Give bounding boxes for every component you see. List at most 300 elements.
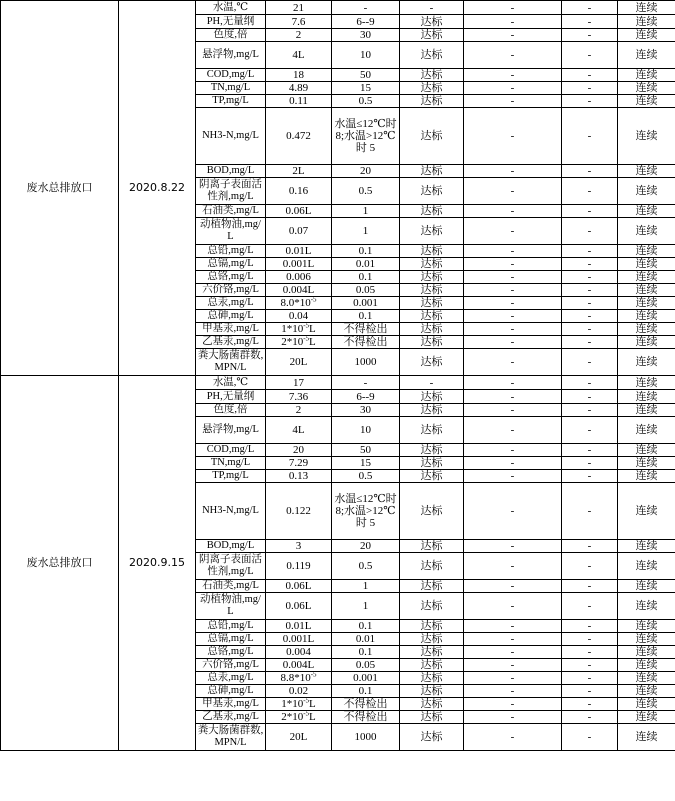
extra-col-5-cell: - — [464, 376, 562, 390]
extra-col-5-cell: - — [464, 205, 562, 218]
monitor-item-cell: 水温,℃ — [196, 1, 266, 15]
extra-col-5-cell: - — [464, 457, 562, 470]
compliance-result-cell: 达标 — [400, 310, 464, 323]
compliance-result-cell: 达标 — [400, 659, 464, 672]
extra-col-5-cell: - — [464, 659, 562, 672]
discharge-mode-cell: 连续 — [618, 376, 675, 390]
extra-col-6-cell: - — [562, 29, 618, 42]
monitor-item-cell: 总汞,mg/L — [196, 297, 266, 310]
extra-col-6-cell: - — [562, 376, 618, 390]
compliance-result-cell: 达标 — [400, 165, 464, 178]
limit-value-cell: 0.1 — [332, 310, 400, 323]
limit-value-cell: 0.05 — [332, 659, 400, 672]
limit-value-cell: 20 — [332, 165, 400, 178]
value-mantissa: 1*10 — [281, 323, 304, 335]
discharge-mode-cell: 连续 — [618, 593, 675, 620]
extra-col-5-cell: - — [464, 698, 562, 711]
extra-col-6-cell: - — [562, 245, 618, 258]
compliance-result-cell: 达标 — [400, 323, 464, 336]
limit-value-cell: 水温≤12℃时 8;水温>12℃时 5 — [332, 483, 400, 540]
compliance-result-cell: 达标 — [400, 540, 464, 553]
value-exponent: -5 — [303, 335, 310, 343]
value-exponent: -5 — [310, 296, 317, 304]
extra-col-6-cell: - — [562, 165, 618, 178]
measured-value-cell: 0.004L — [266, 659, 332, 672]
value-mantissa: 2*10 — [281, 336, 304, 348]
extra-col-6-cell: - — [562, 711, 618, 724]
compliance-result-cell: 达标 — [400, 483, 464, 540]
discharge-mode-cell: 连续 — [618, 284, 675, 297]
limit-value-cell: 6--9 — [332, 390, 400, 404]
discharge-mode-cell: 连续 — [618, 1, 675, 15]
measured-value-cell: 4L — [266, 42, 332, 69]
monitor-item-cell: 石油类,mg/L — [196, 205, 266, 218]
monitor-item-cell: 阴离子表面活性剂,mg/L — [196, 553, 266, 580]
compliance-result-cell: 达标 — [400, 457, 464, 470]
discharge-mode-cell: 连续 — [618, 620, 675, 633]
discharge-mode-cell: 连续 — [618, 95, 675, 108]
limit-value-cell: 15 — [332, 457, 400, 470]
discharge-mode-cell: 连续 — [618, 258, 675, 271]
extra-col-6-cell: - — [562, 404, 618, 417]
discharge-mode-cell: 连续 — [618, 178, 675, 205]
extra-col-6-cell: - — [562, 310, 618, 323]
value-exponent: -5 — [303, 710, 310, 718]
measured-value-cell: 0.001L — [266, 258, 332, 271]
extra-col-5-cell: - — [464, 620, 562, 633]
compliance-result-cell: 达标 — [400, 42, 464, 69]
compliance-result-cell: 达标 — [400, 82, 464, 95]
monitor-item-cell: NH3-N,mg/L — [196, 108, 266, 165]
value-exponent: -5 — [303, 697, 310, 705]
monitor-item-cell: 总铬,mg/L — [196, 271, 266, 284]
limit-value-cell: 30 — [332, 29, 400, 42]
limit-value-cell: 1000 — [332, 724, 400, 751]
discharge-mode-cell: 连续 — [618, 297, 675, 310]
monitor-item-cell: 甲基汞,mg/L — [196, 323, 266, 336]
measured-value-cell: 0.01L — [266, 245, 332, 258]
monitor-item-cell: 粪大肠菌群数,MPN/L — [196, 724, 266, 751]
limit-value-cell: 15 — [332, 82, 400, 95]
compliance-result-cell: 达标 — [400, 711, 464, 724]
extra-col-5-cell: - — [464, 444, 562, 457]
measured-value-cell: 2 — [266, 404, 332, 417]
discharge-mode-cell: 连续 — [618, 390, 675, 404]
extra-col-5-cell: - — [464, 165, 562, 178]
monitor-item-cell: 总汞,mg/L — [196, 672, 266, 685]
compliance-result-cell: 达标 — [400, 258, 464, 271]
extra-col-5-cell: - — [464, 218, 562, 245]
limit-value-cell: 0.001 — [332, 297, 400, 310]
extra-col-5-cell: - — [464, 284, 562, 297]
compliance-result-cell: 达标 — [400, 633, 464, 646]
limit-value-cell: 6--9 — [332, 15, 400, 29]
measured-value-cell — [266, 323, 332, 336]
sample-date-cell: 2020.8.22 — [119, 1, 196, 376]
value-exponent: -5 — [303, 322, 310, 330]
extra-col-6-cell: - — [562, 698, 618, 711]
value-suffix: L — [309, 336, 316, 348]
discharge-mode-cell: 连续 — [618, 336, 675, 349]
extra-col-5-cell: - — [464, 323, 562, 336]
measured-value-cell: 0.06L — [266, 580, 332, 593]
monitor-item-cell: 色度,倍 — [196, 404, 266, 417]
discharge-mode-cell: 连续 — [618, 659, 675, 672]
extra-col-5-cell: - — [464, 417, 562, 444]
limit-value-cell: 0.01 — [332, 633, 400, 646]
discharge-mode-cell: 连续 — [618, 724, 675, 751]
measured-value-cell: 21 — [266, 1, 332, 15]
extra-col-6-cell: - — [562, 672, 618, 685]
discharge-mode-cell: 连续 — [618, 553, 675, 580]
extra-col-6-cell: - — [562, 659, 618, 672]
limit-value-cell: 50 — [332, 69, 400, 82]
compliance-result-cell: 达标 — [400, 284, 464, 297]
outlet-site-cell: 废水总排放口 — [1, 376, 119, 751]
limit-value-cell: 1 — [332, 580, 400, 593]
extra-col-6-cell: - — [562, 284, 618, 297]
discharge-mode-cell: 连续 — [618, 685, 675, 698]
monitor-item-cell: TN,mg/L — [196, 457, 266, 470]
monitor-item-cell: 阴离子表面活性剂,mg/L — [196, 178, 266, 205]
extra-col-5-cell: - — [464, 258, 562, 271]
extra-col-6-cell: - — [562, 724, 618, 751]
extra-col-6-cell: - — [562, 417, 618, 444]
monitor-item-cell: 总镉,mg/L — [196, 633, 266, 646]
limit-value-cell: - — [332, 1, 400, 15]
compliance-result-cell: 达标 — [400, 245, 464, 258]
extra-col-6-cell: - — [562, 470, 618, 483]
extra-col-6-cell: - — [562, 580, 618, 593]
measured-value-cell: 20L — [266, 724, 332, 751]
value-mantissa: 8.0*10 — [280, 297, 311, 309]
extra-col-5-cell: - — [464, 29, 562, 42]
compliance-result-cell: 达标 — [400, 271, 464, 284]
discharge-mode-cell: 连续 — [618, 218, 675, 245]
extra-col-6-cell: - — [562, 178, 618, 205]
measured-value-cell: 0.11 — [266, 95, 332, 108]
extra-col-5-cell: - — [464, 69, 562, 82]
limit-value-cell: 0.5 — [332, 553, 400, 580]
compliance-result-cell: 达标 — [400, 205, 464, 218]
discharge-mode-cell: 连续 — [618, 245, 675, 258]
measured-value-cell: 7.6 — [266, 15, 332, 29]
limit-value-cell: 10 — [332, 417, 400, 444]
limit-value-cell: 不得检出 — [332, 323, 400, 336]
compliance-result-cell: 达标 — [400, 15, 464, 29]
measured-value-cell: 4L — [266, 417, 332, 444]
compliance-result-cell: 达标 — [400, 444, 464, 457]
discharge-mode-cell: 连续 — [618, 29, 675, 42]
extra-col-6-cell: - — [562, 218, 618, 245]
monitor-item-cell: COD,mg/L — [196, 444, 266, 457]
extra-col-6-cell: - — [562, 646, 618, 659]
extra-col-5-cell: - — [464, 271, 562, 284]
discharge-mode-cell: 连续 — [618, 444, 675, 457]
monitor-item-cell: 总铅,mg/L — [196, 245, 266, 258]
compliance-result-cell: 达标 — [400, 349, 464, 376]
compliance-result-cell: 达标 — [400, 417, 464, 444]
measured-value-cell: 0.01L — [266, 620, 332, 633]
monitor-item-cell: 水温,℃ — [196, 376, 266, 390]
compliance-result-cell: - — [400, 376, 464, 390]
monitor-item-cell: 色度,倍 — [196, 29, 266, 42]
discharge-mode-cell: 连续 — [618, 82, 675, 95]
extra-col-5-cell: - — [464, 336, 562, 349]
monitor-item-cell: 动植物油,mg/L — [196, 593, 266, 620]
extra-col-6-cell: - — [562, 15, 618, 29]
extra-col-5-cell: - — [464, 310, 562, 323]
value-mantissa: 8.8*10 — [280, 672, 311, 684]
measured-value-cell — [266, 336, 332, 349]
table-row — [1, 376, 675, 390]
discharge-mode-cell: 连续 — [618, 672, 675, 685]
monitor-item-cell: 总镉,mg/L — [196, 258, 266, 271]
limit-value-cell: 0.1 — [332, 245, 400, 258]
measured-value-cell: 20L — [266, 349, 332, 376]
discharge-mode-cell: 连续 — [618, 483, 675, 540]
extra-col-6-cell: - — [562, 1, 618, 15]
discharge-mode-cell: 连续 — [618, 470, 675, 483]
measured-value-cell: 18 — [266, 69, 332, 82]
limit-value-cell: 不得检出 — [332, 336, 400, 349]
discharge-mode-cell: 连续 — [618, 457, 675, 470]
monitor-item-cell: TP,mg/L — [196, 470, 266, 483]
compliance-result-cell: 达标 — [400, 672, 464, 685]
discharge-mode-cell: 连续 — [618, 349, 675, 376]
sample-date-cell: 2020.9.15 — [119, 376, 196, 751]
compliance-result-cell: 达标 — [400, 108, 464, 165]
compliance-result-cell: 达标 — [400, 178, 464, 205]
value-suffix: L — [309, 711, 316, 723]
measured-value-cell: 0.06L — [266, 593, 332, 620]
extra-col-5-cell: - — [464, 349, 562, 376]
extra-col-5-cell: - — [464, 553, 562, 580]
extra-col-5-cell: - — [464, 297, 562, 310]
limit-value-cell: 0.5 — [332, 470, 400, 483]
compliance-result-cell: 达标 — [400, 218, 464, 245]
value-suffix: L — [309, 323, 316, 335]
monitor-item-cell: 甲基汞,mg/L — [196, 698, 266, 711]
discharge-mode-cell: 连续 — [618, 108, 675, 165]
extra-col-6-cell: - — [562, 390, 618, 404]
extra-col-5-cell: - — [464, 593, 562, 620]
monitor-item-cell: 悬浮物,mg/L — [196, 417, 266, 444]
discharge-mode-cell: 连续 — [618, 165, 675, 178]
limit-value-cell: - — [332, 376, 400, 390]
discharge-mode-cell: 连续 — [618, 310, 675, 323]
extra-col-6-cell: - — [562, 271, 618, 284]
compliance-result-cell: 达标 — [400, 724, 464, 751]
measured-value-cell: 0.07 — [266, 218, 332, 245]
extra-col-5-cell: - — [464, 404, 562, 417]
extra-col-5-cell: - — [464, 711, 562, 724]
monitor-item-cell: PH,无量纲 — [196, 390, 266, 404]
value-exponent: -5 — [310, 671, 317, 679]
discharge-mode-cell: 连续 — [618, 698, 675, 711]
discharge-mode-cell: 连续 — [618, 580, 675, 593]
discharge-mode-cell: 连续 — [618, 15, 675, 29]
discharge-mode-cell: 连续 — [618, 42, 675, 69]
monitor-item-cell: 总砷,mg/L — [196, 310, 266, 323]
limit-value-cell: 0.05 — [332, 284, 400, 297]
compliance-result-cell: 达标 — [400, 553, 464, 580]
extra-col-5-cell: - — [464, 685, 562, 698]
table-row — [1, 1, 675, 15]
limit-value-cell: 30 — [332, 404, 400, 417]
extra-col-6-cell: - — [562, 258, 618, 271]
limit-value-cell: 0.001 — [332, 672, 400, 685]
limit-value-cell: 0.1 — [332, 646, 400, 659]
limit-value-cell: 0.5 — [332, 178, 400, 205]
monitor-item-cell: 乙基汞,mg/L — [196, 336, 266, 349]
compliance-result-cell: 达标 — [400, 593, 464, 620]
outlet-site-cell: 废水总排放口 — [1, 1, 119, 376]
discharge-mode-cell: 连续 — [618, 540, 675, 553]
compliance-result-cell: 达标 — [400, 470, 464, 483]
limit-value-cell: 水温≤12℃时 8;水温>12℃时 5 — [332, 108, 400, 165]
measured-value-cell — [266, 711, 332, 724]
extra-col-5-cell: - — [464, 1, 562, 15]
discharge-mode-cell: 连续 — [618, 417, 675, 444]
measured-value-cell: 0.472 — [266, 108, 332, 165]
extra-col-6-cell: - — [562, 593, 618, 620]
value-mantissa: 1*10 — [281, 698, 304, 710]
extra-col-5-cell: - — [464, 646, 562, 659]
measured-value-cell: 0.13 — [266, 470, 332, 483]
limit-value-cell: 20 — [332, 540, 400, 553]
measured-value-cell: 4.89 — [266, 82, 332, 95]
monitor-item-cell: 六价铬,mg/L — [196, 659, 266, 672]
compliance-result-cell: 达标 — [400, 297, 464, 310]
extra-col-5-cell: - — [464, 15, 562, 29]
monitor-item-cell: 六价铬,mg/L — [196, 284, 266, 297]
limit-value-cell: 10 — [332, 42, 400, 69]
measured-value-cell: 20 — [266, 444, 332, 457]
extra-col-5-cell: - — [464, 82, 562, 95]
measured-value-cell: 0.004 — [266, 646, 332, 659]
measured-value-cell: 3 — [266, 540, 332, 553]
discharge-mode-cell: 连续 — [618, 271, 675, 284]
extra-col-5-cell: - — [464, 42, 562, 69]
limit-value-cell: 1 — [332, 593, 400, 620]
limit-value-cell: 0.01 — [332, 258, 400, 271]
discharge-mode-cell: 连续 — [618, 205, 675, 218]
compliance-result-cell: 达标 — [400, 29, 464, 42]
extra-col-6-cell: - — [562, 42, 618, 69]
monitor-item-cell: 总铬,mg/L — [196, 646, 266, 659]
extra-col-5-cell: - — [464, 580, 562, 593]
extra-col-6-cell: - — [562, 457, 618, 470]
monitor-item-cell: 乙基汞,mg/L — [196, 711, 266, 724]
monitor-item-cell: BOD,mg/L — [196, 540, 266, 553]
measured-value-cell: 0.16 — [266, 178, 332, 205]
extra-col-5-cell: - — [464, 178, 562, 205]
monitor-item-cell: PH,无量纲 — [196, 15, 266, 29]
extra-col-6-cell: - — [562, 483, 618, 540]
extra-col-6-cell: - — [562, 553, 618, 580]
compliance-result-cell: 达标 — [400, 390, 464, 404]
compliance-result-cell: 达标 — [400, 698, 464, 711]
extra-col-6-cell: - — [562, 444, 618, 457]
monitor-item-cell: 动植物油,mg/L — [196, 218, 266, 245]
extra-col-6-cell: - — [562, 633, 618, 646]
limit-value-cell: 0.1 — [332, 685, 400, 698]
discharge-mode-cell: 连续 — [618, 633, 675, 646]
limit-value-cell: 1 — [332, 218, 400, 245]
compliance-result-cell: 达标 — [400, 69, 464, 82]
limit-value-cell: 1000 — [332, 349, 400, 376]
extra-col-6-cell: - — [562, 323, 618, 336]
extra-col-5-cell: - — [464, 724, 562, 751]
monitor-item-cell: NH3-N,mg/L — [196, 483, 266, 540]
measured-value-cell: 0.119 — [266, 553, 332, 580]
compliance-result-cell: 达标 — [400, 580, 464, 593]
extra-col-6-cell: - — [562, 205, 618, 218]
extra-col-5-cell: - — [464, 95, 562, 108]
extra-col-5-cell: - — [464, 672, 562, 685]
limit-value-cell: 0.1 — [332, 271, 400, 284]
discharge-mode-cell: 连续 — [618, 404, 675, 417]
compliance-result-cell: 达标 — [400, 404, 464, 417]
measured-value-cell: 7.36 — [266, 390, 332, 404]
measured-value-cell: 2 — [266, 29, 332, 42]
measured-value-cell: 7.29 — [266, 457, 332, 470]
extra-col-6-cell: - — [562, 336, 618, 349]
limit-value-cell: 不得检出 — [332, 698, 400, 711]
monitor-item-cell: COD,mg/L — [196, 69, 266, 82]
compliance-result-cell: 达标 — [400, 620, 464, 633]
extra-col-5-cell: - — [464, 245, 562, 258]
measured-value-cell: 0.06L — [266, 205, 332, 218]
extra-col-6-cell: - — [562, 108, 618, 165]
measured-value-cell — [266, 672, 332, 685]
extra-col-5-cell: - — [464, 390, 562, 404]
extra-col-6-cell: - — [562, 349, 618, 376]
measured-value-cell: 0.004L — [266, 284, 332, 297]
measured-value-cell — [266, 297, 332, 310]
extra-col-6-cell: - — [562, 95, 618, 108]
compliance-result-cell: 达标 — [400, 336, 464, 349]
compliance-result-cell: 达标 — [400, 685, 464, 698]
monitor-item-cell: BOD,mg/L — [196, 165, 266, 178]
measured-value-cell: 2L — [266, 165, 332, 178]
limit-value-cell: 0.5 — [332, 95, 400, 108]
limit-value-cell: 50 — [332, 444, 400, 457]
extra-col-6-cell: - — [562, 620, 618, 633]
limit-value-cell: 不得检出 — [332, 711, 400, 724]
value-suffix: L — [309, 698, 316, 710]
monitor-item-cell: 总铅,mg/L — [196, 620, 266, 633]
measured-value-cell: 0.04 — [266, 310, 332, 323]
discharge-mode-cell: 连续 — [618, 646, 675, 659]
measured-value-cell — [266, 698, 332, 711]
monitor-item-cell: 悬浮物,mg/L — [196, 42, 266, 69]
extra-col-6-cell: - — [562, 82, 618, 95]
extra-col-5-cell: - — [464, 108, 562, 165]
extra-col-5-cell: - — [464, 470, 562, 483]
extra-col-5-cell: - — [464, 483, 562, 540]
monitor-item-cell: 粪大肠菌群数,MPN/L — [196, 349, 266, 376]
compliance-result-cell: 达标 — [400, 95, 464, 108]
extra-col-6-cell: - — [562, 685, 618, 698]
monitor-item-cell: 石油类,mg/L — [196, 580, 266, 593]
extra-col-6-cell: - — [562, 297, 618, 310]
measured-value-cell: 0.02 — [266, 685, 332, 698]
monitor-item-cell: 总砷,mg/L — [196, 685, 266, 698]
discharge-mode-cell: 连续 — [618, 711, 675, 724]
extra-col-5-cell: - — [464, 540, 562, 553]
